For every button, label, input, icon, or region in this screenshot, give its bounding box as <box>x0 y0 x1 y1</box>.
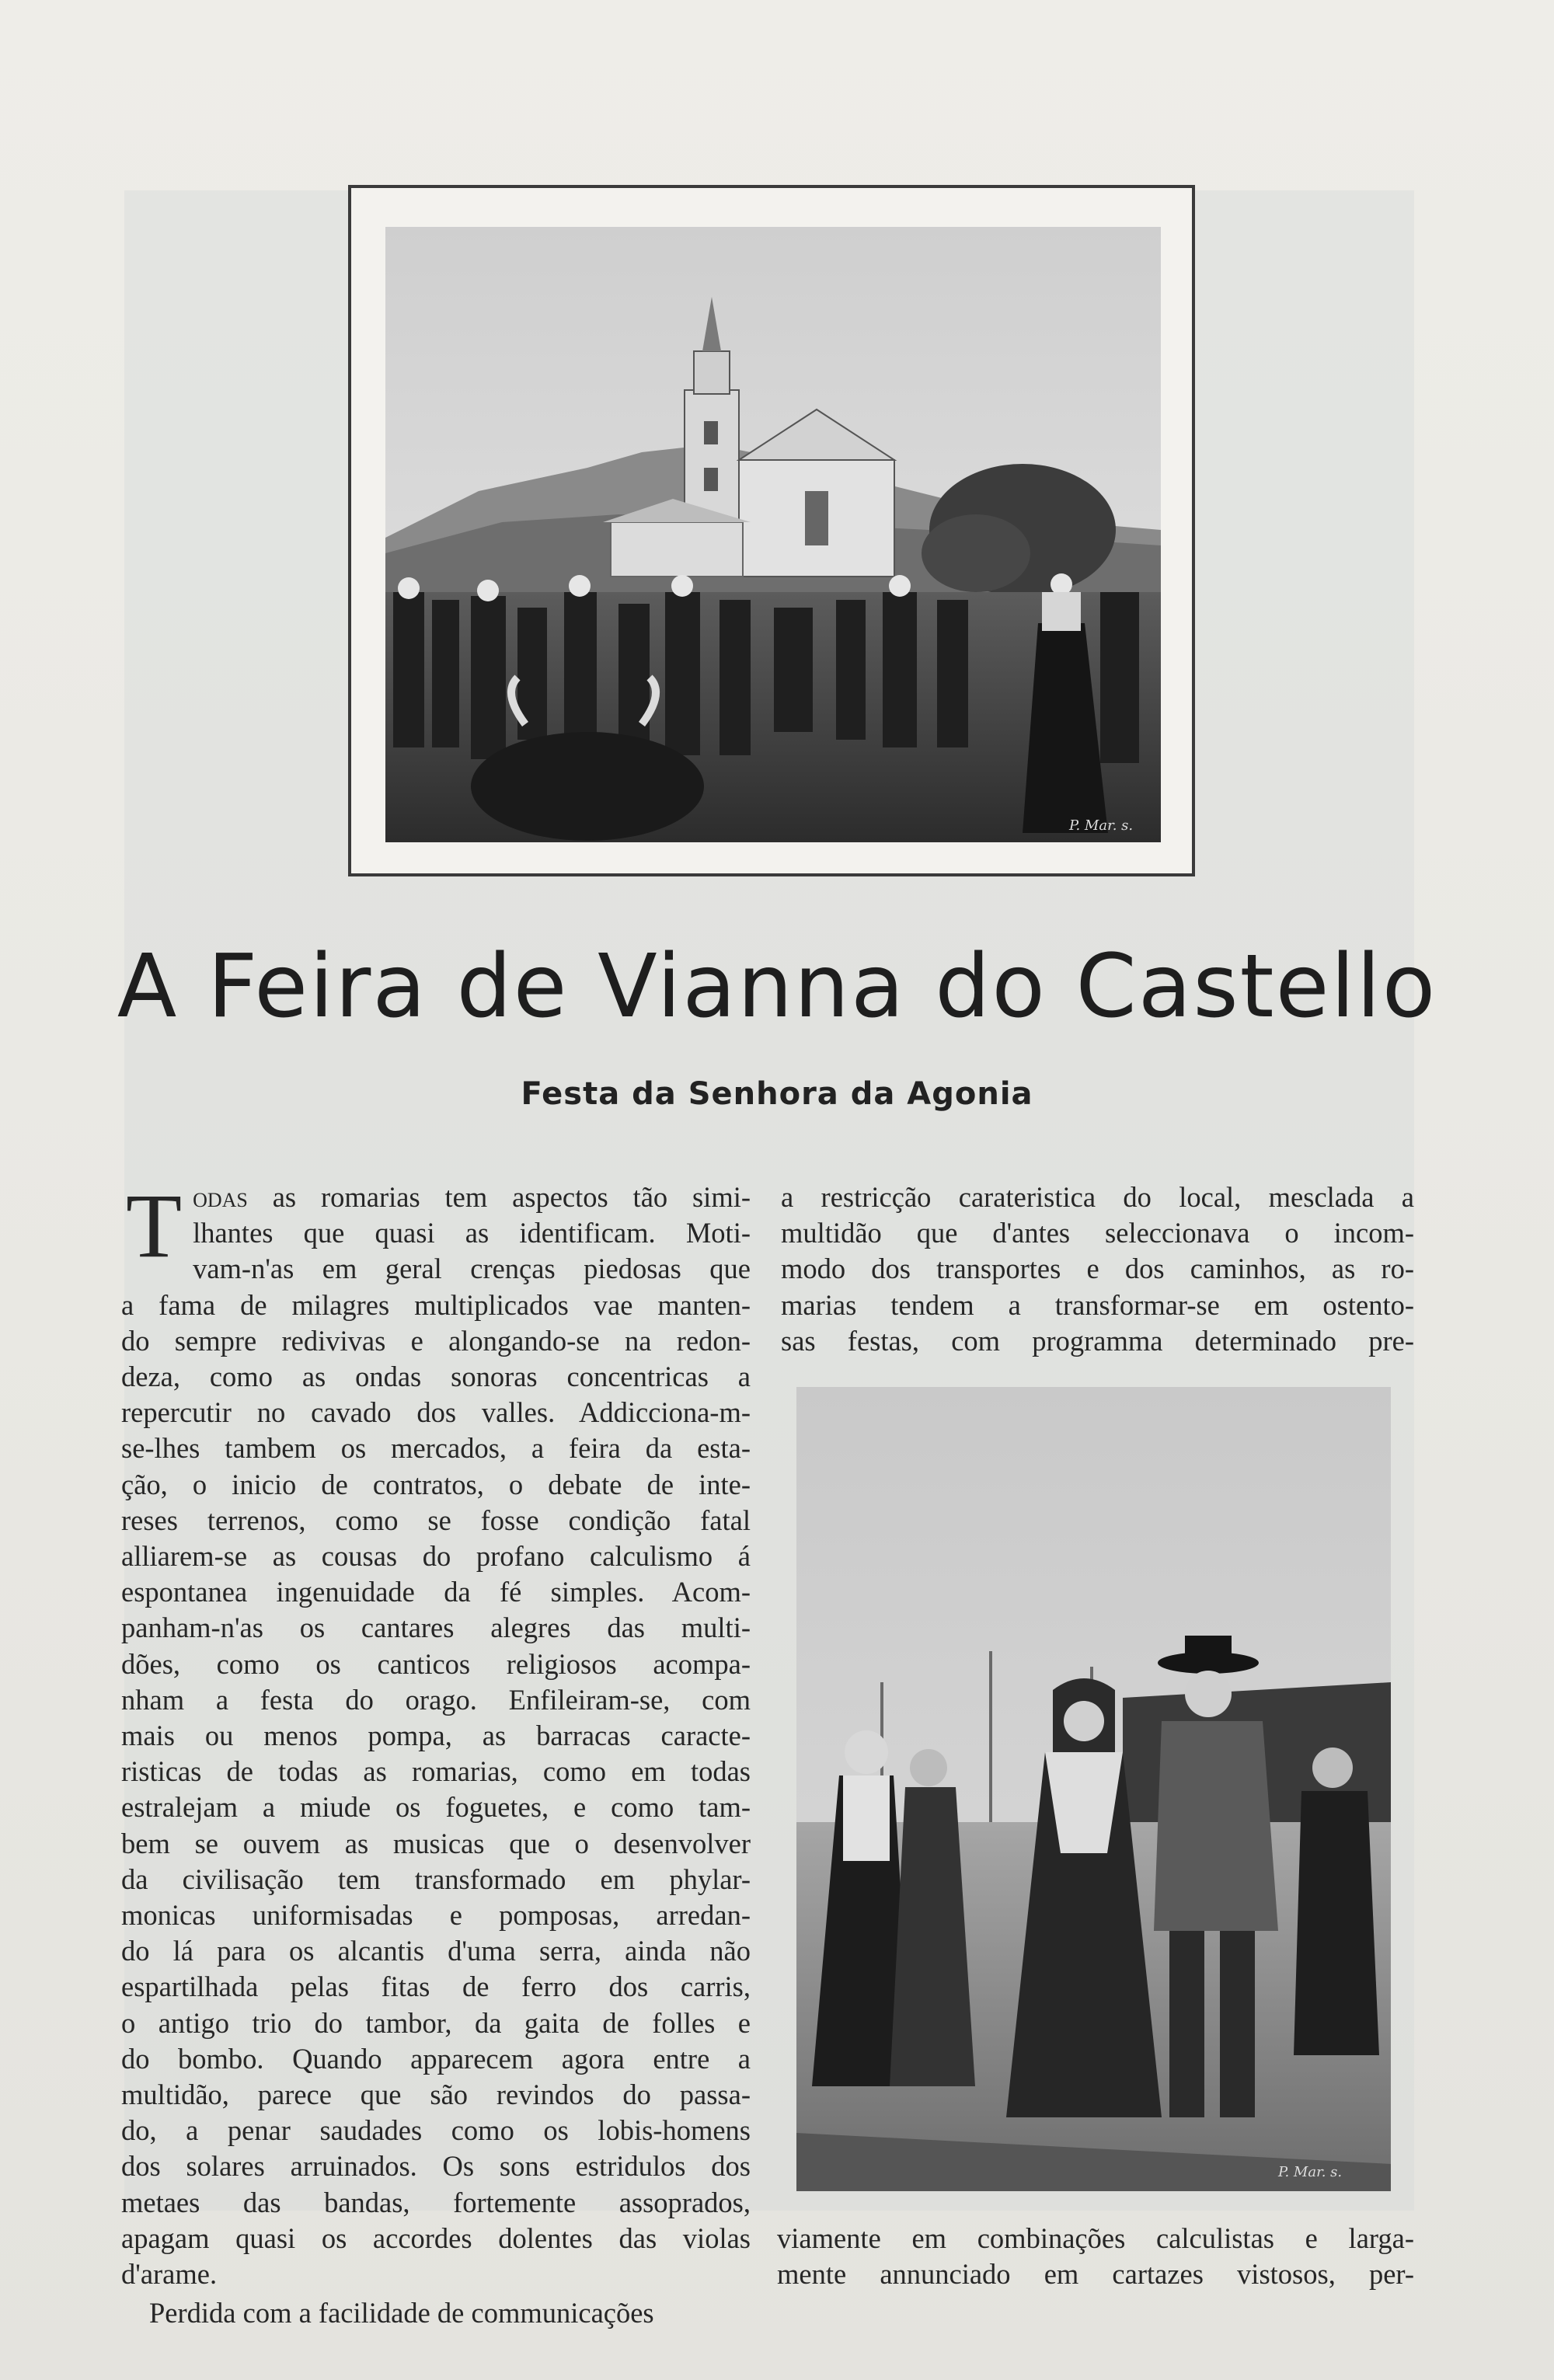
right-column-top-text <box>781 1180 1414 1359</box>
text-line: marias tendem a transformar-se em ostento- <box>781 1288 1414 1321</box>
text-line: da civilisação tem transformado em phylar- <box>121 1863 751 1895</box>
photo-signature-top: P. Mar. s. <box>1069 817 1134 834</box>
article-subtitle: Festa da Senhora da Agonia <box>521 1076 1033 1112</box>
text-line: do sempre redivivas e alongando-se na redon- <box>121 1324 751 1357</box>
text-line: o antigo trio do tambor, da gaita de folles e <box>121 2006 751 2039</box>
text-line: nham a festa do orago. Enfileiram-se, com <box>121 1683 751 1716</box>
first-line <box>121 1180 751 1215</box>
text-line: mais ou menos pompa, as barracas caracte- <box>121 1720 751 1752</box>
text-line: dões, como os canticos religiosos acompa- <box>121 1647 751 1680</box>
drop-cap: T <box>126 1175 183 1277</box>
text-line: ção, o inicio de contratos, o debate de inte- <box>121 1468 751 1500</box>
text-line: a fama de milagres multiplicados vae manten- <box>121 1288 751 1321</box>
text-line: alliarem-se as cousas do profano calculismo á <box>121 1540 751 1573</box>
top-photo-frame <box>348 185 1195 876</box>
villagers-photo <box>796 1387 1391 2191</box>
villagers-illustration <box>796 1387 1391 2191</box>
text-line: multidão que d'antes seleccionava o incom- <box>781 1217 1414 1249</box>
text-line: multidão, parece que são revindos do passa- <box>121 2079 751 2111</box>
text-line: dos solares arruinados. Os sons estridulos dos <box>121 2150 751 2183</box>
first-word: odas <box>193 1181 248 1213</box>
text-line: se-lhes tambem os mercados, a feira da esta- <box>121 1432 751 1465</box>
paragraph-start: Perdida com a facilidade de communicações <box>149 2297 654 2329</box>
text-line: espontanea ingenuidade da fé simples. Acom- <box>121 1576 751 1608</box>
text-line: a restricção carateristica do local, mesclada a <box>781 1181 1414 1213</box>
text-line: reses terrenos, como se fosse condição fatal <box>121 1504 751 1536</box>
text-line: estralejam a miude os foguetes, e como tam- <box>121 1791 751 1824</box>
text-line: sas festas, com programma determinado pre- <box>781 1324 1414 1357</box>
text-line: bem se ouvem as musicas que o desenvolver <box>121 1827 751 1859</box>
text-line: vam-n'as em geral crenças piedosas que <box>193 1253 751 1285</box>
text-line: repercutir no cavado dos valles. Addicciona-m- <box>121 1396 751 1429</box>
text-line: deza, como as ondas sonoras concentricas a <box>121 1361 751 1393</box>
church-festival-illustration <box>385 227 1161 842</box>
text-line: lhantes que quasi as identificam. Moti- <box>193 1217 751 1249</box>
text-line: do bombo. Quando apparecem agora entre a <box>121 2042 751 2075</box>
text-line: mente annunciado em cartazes vistosos, per- <box>777 2258 1414 2291</box>
article-title: A Feira de Vianna do Castello <box>117 936 1437 1037</box>
text-line: monicas uniformisadas e pomposas, arredan- <box>121 1899 751 1932</box>
text-line: apagam quasi os accordes dolentes das violas <box>121 2221 751 2254</box>
church-festival-photo <box>385 227 1161 842</box>
right-column-bottom-text <box>777 2221 1414 2292</box>
text-line: espartilhada pelas fitas de ferro dos carris, <box>121 1971 751 2003</box>
text-line: as romarias tem aspectos tão simi- <box>272 1181 751 1213</box>
text-line: risticas de todas as romarias, como em todas <box>121 1755 751 1788</box>
text-line: viamente em combinações calculistas e larga- <box>777 2222 1414 2254</box>
text-line: modo dos transportes e dos caminhos, as ro- <box>781 1253 1414 1285</box>
text-line: d'arame. <box>121 2258 218 2291</box>
text-line: do, a penar saudades como os lobis-homens <box>121 2114 751 2147</box>
text-line: panham-n'as os cantares alegres das multi- <box>121 1612 751 1644</box>
left-column-text <box>121 1175 751 2332</box>
text-line: do lá para os alcantis d'uma serra, ainda não <box>121 1935 751 1967</box>
text-line: metaes das bandas, fortemente assoprados, <box>121 2186 751 2218</box>
photo-signature-bottom: P. Mar. s. <box>1278 2164 1343 2180</box>
